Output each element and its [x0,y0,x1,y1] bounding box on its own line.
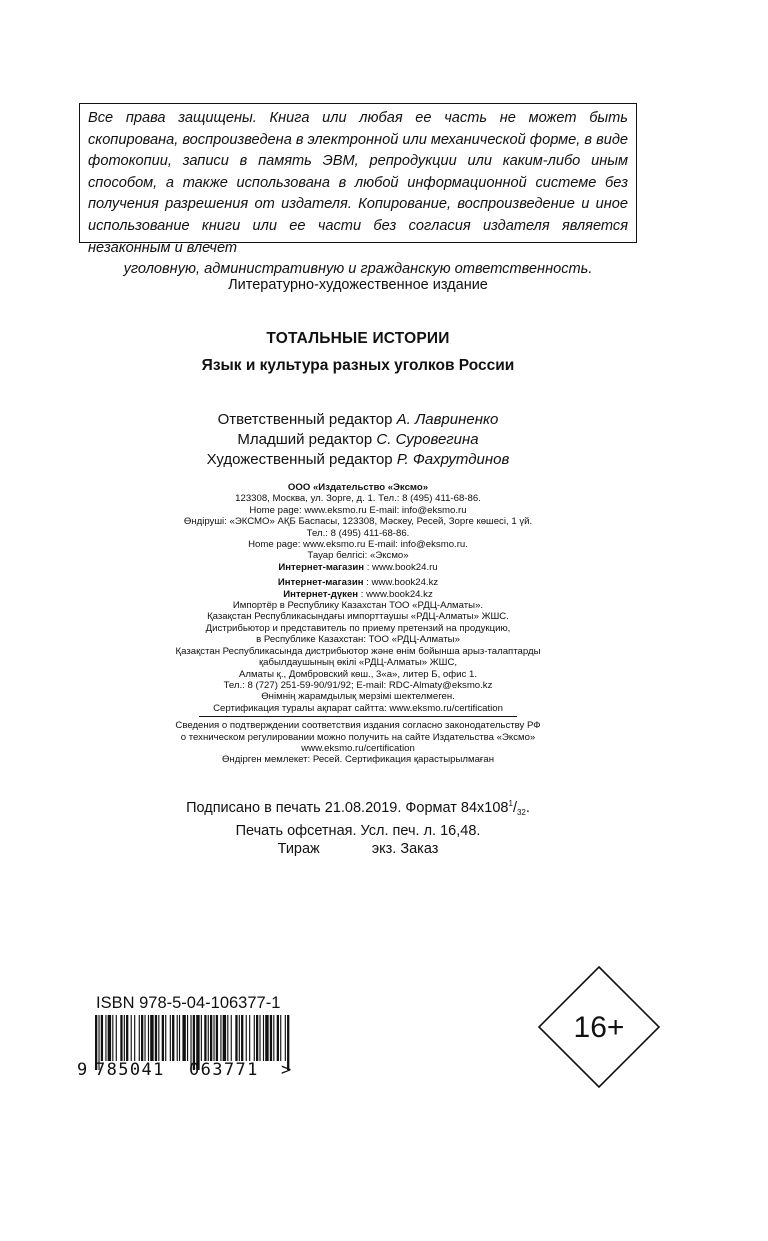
print-info [0,795,716,858]
barcode-digit-arrow: > [281,1060,292,1080]
barcode-bar [259,1015,260,1061]
barcode-digits-right: 063771 [189,1060,259,1080]
barcode-bar [120,1015,122,1061]
publisher-info: ООО «Издательство «Эксмо» 123308, Москва, ул. Зорге, д. 1. Тел.: 8 (495) 411-68-86. Home page: www.eksmo.ru E-mail: info@eksmo.ru Өндіруші: «ЭКСМО» АҚБ Баспасы, 123308, Мәскеу, Ресей, Зорге көшесі, 1 үй. Тел.: 8 (495) 411-68-86. Home page: www.eksmo.ru E-mail: info@eksmo.ru. Тауар белгісі: «Эксмо» Интернет-магазин : www.book24.ru Интернет-магазин : www.book24.kz Интернет-дүкен : www.book24.kz Импортёр в Республику Казахстан ТОО «РДЦ-Алматы». Қазақстан Республикасындағы импорттаушы «РДЦ-Алматы» ЖШС. Дистрибьютор и представитель по приему претензий на продукцию, в Республике Казахстан: ТОО «РДЦ-Алматы» Қазақстан Республикасында дистрибьютор және өнім бойынша арыз-талаптарды қабылдаушының өкілі «РДЦ-Алматы» ЖШС, Алматы қ., Домбровский көш., 3«а», литер Б, офис 1. Тел.: 8 (727) 251-59-90/91/92; E-mail: RDC-Almaty@eksmo.kz Өнімнің жарамдылық мерзімі шектелмеген. Сертификация туралы ақпарат сайтта: www.eksmo.ru/certification Сведения о подтверждении соответствия издания согласно законодательству РФ о техническом регулировании можно получить на сайте Издательства «Эксмо» www.eksmo.ru/certification Өндірген мемлекет: Ресей. Сертификация қарастырылмаған [0,482,716,766]
edition-type: Литературно-художественное издание [228,277,488,293]
barcode-bar [141,1015,143,1061]
barcode-bar [213,1015,214,1061]
barcode-bar [139,1015,140,1061]
barcode-bar [165,1015,166,1061]
barcode-digits-left: 785041 [95,1060,165,1080]
barcode-bar [231,1015,232,1061]
barcode-bar [204,1015,206,1061]
barcode-bar [170,1015,171,1061]
print-signed-line: Подписано в печать 21.08.2019. Формат $84x108^1/_{32}$. [186,799,530,817]
barcode-bar [285,1015,286,1061]
barcode-digit-lead: 9 [77,1060,88,1080]
editors-block [0,410,716,470]
barcode-bar [280,1015,281,1061]
copyright-notice-box [79,103,637,278]
barcode-bar [108,1015,111,1061]
print-offset-line: Печать офсетная. Усл. печ. л. 16,48. [235,823,481,839]
editor-line: Младший редактор С. Суровегина [237,431,479,448]
barcode-bar [246,1015,247,1061]
barcode-bar [144,1015,145,1061]
barcode-bar [249,1015,250,1061]
editor-name: А. Лавриненко [396,411,499,428]
publisher-name: ООО «Издательство «Эксмо» [287,482,429,493]
editor-name: С. Суровегина [376,431,479,448]
editor-line: Художественный редактор Р. Фахрутдинов [206,451,510,468]
barcode-bar [182,1015,185,1061]
book-title: ТОТАЛЬНЫЕ ИСТОРИИ [266,330,450,347]
barcode-digits [77,1060,291,1080]
barcode-bar [148,1015,149,1061]
barcode-bar [216,1015,218,1061]
book-subtitle: Язык и культура разных уголков России [201,357,515,374]
barcode-bar [265,1015,268,1061]
barcode-bar [201,1015,202,1061]
copyright-notice-text: Все права защищены. Книга или любая ее часть не может быть скопирована, воспроизведена в электронной или механической форме, в виде фотокопии, записи в память ЭВМ, репродукции или каким-либо иным способом, а также использована в любой информационной системе без получения разрешения от издателя. Копирование, воспроизведение и иное использование книги или ее части без согласия издателя является незаконным и влечет [88,110,628,256]
editor-line: Ответственный редактор А. Лавриненко [217,411,499,428]
barcode-bar [177,1015,178,1061]
barcode-bar [116,1015,117,1061]
barcode-bar [150,1015,153,1061]
barcode-bar [162,1015,164,1061]
barcode-bar [172,1015,174,1061]
online-store-ru: Интернет-магазин : www.book24.ru [278,561,438,573]
barcode-bar [223,1015,226,1061]
barcode-bar [179,1015,180,1061]
barcode-bar [134,1015,135,1061]
barcode-bar [277,1015,279,1061]
barcode-bar [126,1015,128,1061]
print-run-line: Тираж экз. Заказ [277,841,439,857]
isbn-number: ISBN 978-5-04-106377-1 [96,994,281,1012]
barcode-bar [131,1015,132,1061]
barcode-bar [105,1015,106,1061]
barcode-bar [241,1015,243,1061]
barcode-bar [112,1015,113,1061]
barcode-bar [263,1015,264,1061]
barcode-bar [124,1015,125,1061]
online-store-kz: Интернет-магазин : www.book24.kz [277,577,439,589]
barcode-bar [273,1015,274,1061]
barcode-bar [239,1015,240,1061]
online-store-kz-2: Интернет-дүкен : www.book24.kz [283,588,433,600]
barcode-bar [270,1015,272,1061]
barcode-bar [256,1015,258,1061]
copyright-notice-last-line: уголовную, административную и гражданскую ответственность. [123,261,593,278]
barcode-bar [158,1015,159,1061]
barcode-bar [254,1015,255,1061]
age-rating-text: 16+ [573,1011,625,1044]
barcode-bar [101,1015,103,1061]
barcode-bar [227,1015,228,1061]
barcode-bar [235,1015,237,1061]
editor-name: Р. Фахрутдинов [396,451,510,468]
age-rating-badge [537,965,661,1089]
barcode-bar [155,1015,157,1061]
barcode-bar [208,1015,209,1061]
barcode-bar [220,1015,221,1061]
barcode-bar [210,1015,212,1061]
barcode-bar [187,1015,188,1061]
divider [199,716,517,717]
